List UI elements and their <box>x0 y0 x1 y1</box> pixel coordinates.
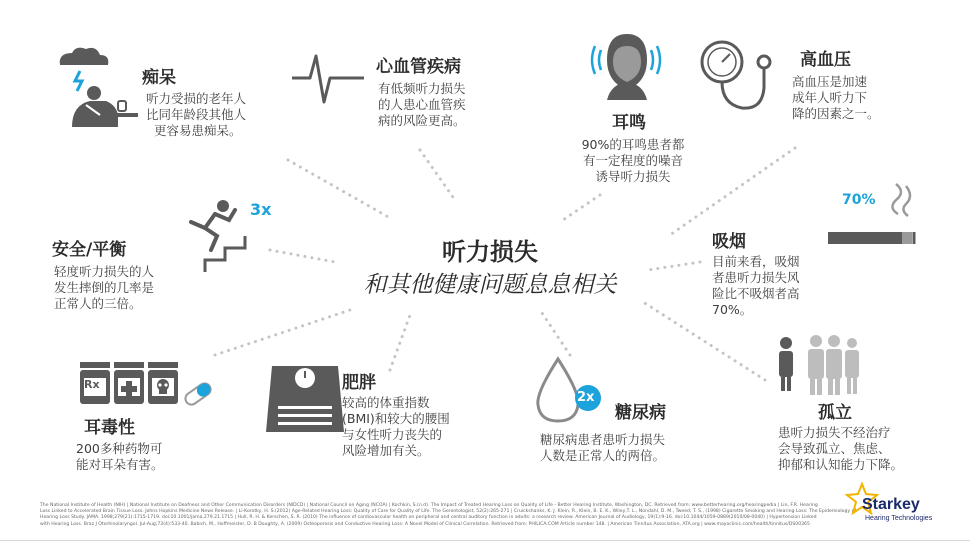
scale-icon <box>266 362 346 437</box>
blood-pressure-icon <box>698 40 778 120</box>
logo-tagline: Hearing Technologies <box>865 515 933 522</box>
isolation-people-icon <box>776 335 866 405</box>
references: The National Institute of Health (NIH) | National Institute on Deafness and Other Communication Disorders (NIDCD) | National Council on Aging (NCOA) | Kochkin, S.(n.d). The Impact of Treated Hearing Loss on Quality of Life - Better Hearing Institute, Washington, DC. Retrieved from: www.betterhearing.org/hearingpedia | Lin, F.R. Hearing Loss Linked to Accelerated Brain Tissue Loss. Johns Hopkins Medicine News Release. | Li-Korotky, H. S.(2012) Age-Related Hearing Loss: Quality of Care for Quality of Life. The Gerontologist, 52(2):265-271 | Cruickshanks, K. J. Klein, R., Klein, B. E. K., Wiley,T. L., Nondahl, D. M., Tweed, T. S., (1998) Cigarette Smoking and Hearing Loss: The Epidemiology of Hearing Loss Study. JAMA. 1998;279(21):1715-1719. doi:10.1001/jama.279.21.1715 | Hull, R. H. & Kerschen, S. R. (2010) The influence of cardiovascular health on peripheral and central auditory function in adults: a research review. American Journal of Audiology, 19(1):9-16. doi:10.1044/1059-0889(2010/08-0040) | Hypertension Linked with Hearing Loss. Braz J Otorhinolaryngol. Jul-Aug;73(4):533-40. Babich, M., Hoffmeister, D. B Doughty, A. (2009) Osteoporosis and Conductive Hearing Loss: A Novel Model of Clinical Correlation. Retrieved from: PHILICA.COM Article number 148. | American Tinnitus Association, ATA.org | www.mayoclinic.com/health/tinnitus/DS00365 <box>40 503 856 527</box>
dementia-title: 痴呆 <box>142 68 176 88</box>
cardio-title: 心血管疾病 <box>376 57 461 77</box>
balance-badge: 3x <box>250 200 272 219</box>
obesity-title: 肥胖 <box>342 373 376 393</box>
dementia-icon <box>50 45 140 135</box>
balance-desc: 轻度听力损失的人 发生摔倒的几率是 正常人的三倍。 <box>54 264 155 311</box>
center-subtitle: 和其他健康问题息息相关 <box>363 272 617 298</box>
logo-name: Starkey <box>862 496 920 513</box>
ototoxic-desc: 200多种药物可 能对耳朵有害。 <box>76 441 164 472</box>
smoking-title: 吸烟 <box>712 232 746 252</box>
hypertension-desc: 高血压是加速 成年人听力下 降的因素之一。 <box>792 74 880 121</box>
hypertension-title: 高血压 <box>800 50 851 70</box>
tinnitus-desc: 90%的耳鸣患者都 有一定程度的噪音 诱导听力损失 <box>581 137 685 184</box>
heartbeat-icon <box>292 48 372 108</box>
diabetes-title: 糖尿病 <box>615 403 666 423</box>
rx-label: Rx <box>84 378 100 391</box>
isolation-title: 孤立 <box>818 403 852 423</box>
balance-title: 安全/平衡 <box>52 240 127 260</box>
cigarette-icon <box>826 182 926 252</box>
tinnitus-title: 耳鸣 <box>612 113 646 133</box>
center-title: 听力损失 <box>442 238 538 266</box>
obesity-desc: 较高的体重指数 (BMI)和较大的腰围 与女性听力丧失的 风险增加有关。 <box>342 395 450 458</box>
cardio-desc: 有低频听力损失 的人患心血管疾 病的风险更高。 <box>378 81 466 128</box>
diabetes-badge: 2x <box>577 390 595 405</box>
diabetes-desc: 糖尿病患者患听力损失 人数是正常人的两倍。 <box>540 432 666 463</box>
tinnitus-icon <box>593 20 673 105</box>
footer-divider <box>0 540 970 541</box>
smoking-badge: 70% <box>842 192 876 208</box>
ototoxic-title: 耳毒性 <box>84 418 135 438</box>
smoking-desc: 目前来看，吸烟 者患听力损失风 险比不吸烟者高 70%。 <box>712 254 800 317</box>
dementia-desc: 听力受损的老年人 比同年龄段其他人 更容易患痴呆。 <box>146 91 247 138</box>
isolation-desc: 患听力损失不经治疗 会导致孤立、焦虑、 抑郁和认知能力下降。 <box>778 425 904 472</box>
